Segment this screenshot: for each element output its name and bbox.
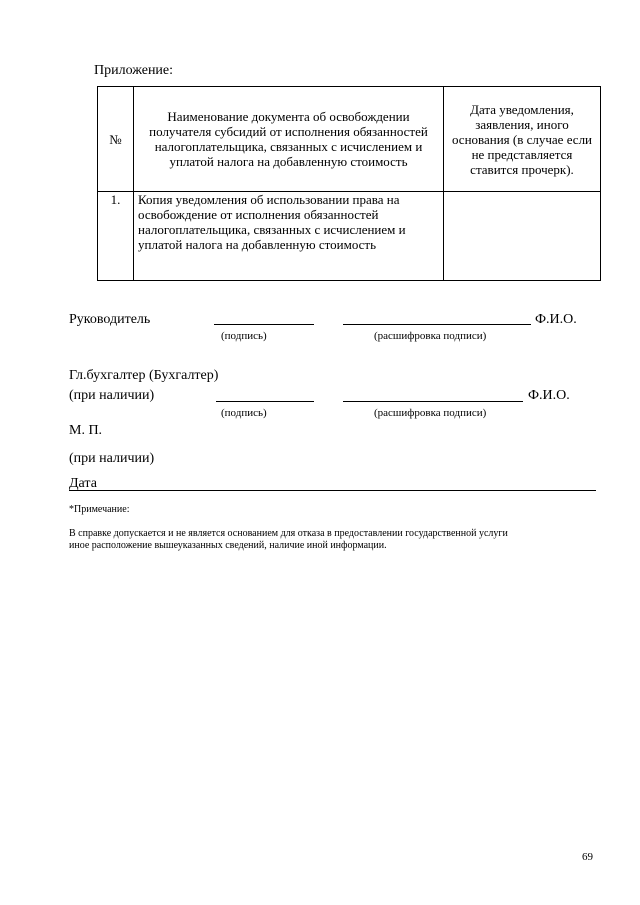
date-label: Дата [69,476,97,491]
accountant-signature-line [216,401,314,402]
accountant-decoding-line [343,401,523,402]
head-signature-caption: (подпись) [221,330,267,342]
head-fio: Ф.И.О. [535,312,577,327]
table-row [98,192,601,281]
note-text-line1: В справке допускается и не является основанием для отказа в предоставлении государственной услуги [69,528,508,539]
accountant-fio: Ф.И.О. [528,388,570,403]
page-number: 69 [582,851,593,863]
head-decoding-caption: (расшифровка подписи) [374,330,487,342]
accountant-signature-caption: (подпись) [221,407,267,419]
header-date: Дата уведомления, заявления, иного основания (в случае если не представляется ставится прочерк). [444,87,601,192]
accountant-decoding-caption: (расшифровка подписи) [374,407,487,419]
header-document-name: Наименование документа об освобождении получателя субсидий от исполнения обязанностей налогоплательщика, связанных с исчислением и уплатой налога на добавленную стоимость [134,87,444,192]
date-line [69,490,596,491]
row-number: 1. [98,192,134,281]
header-number: № [98,87,134,192]
accountant-label: Гл.бухгалтер (Бухгалтер) [69,368,219,383]
note-text-line2: иное расположение вышеуказанных сведений, наличие иной информации. [69,540,387,551]
appendix-label: Приложение: [94,63,174,78]
appendix-table [97,86,601,281]
note-title: *Примечание: [69,504,130,515]
head-decoding-line [343,324,531,325]
accountant-if-any: (при наличии) [69,388,155,403]
head-label: Руководитель [69,312,151,327]
head-signature-line [214,324,314,325]
seal-if-any: (при наличии) [69,451,155,466]
row-document-name: Копия уведомления об использовании права на освобождение от исполнения обязанностей налогоплательщика, связанных с исчислением и уплатой налога на добавленную стоимость [134,192,444,281]
table-header-row [98,87,601,192]
seal-label: М. П. [69,423,103,438]
row-date [444,192,601,281]
